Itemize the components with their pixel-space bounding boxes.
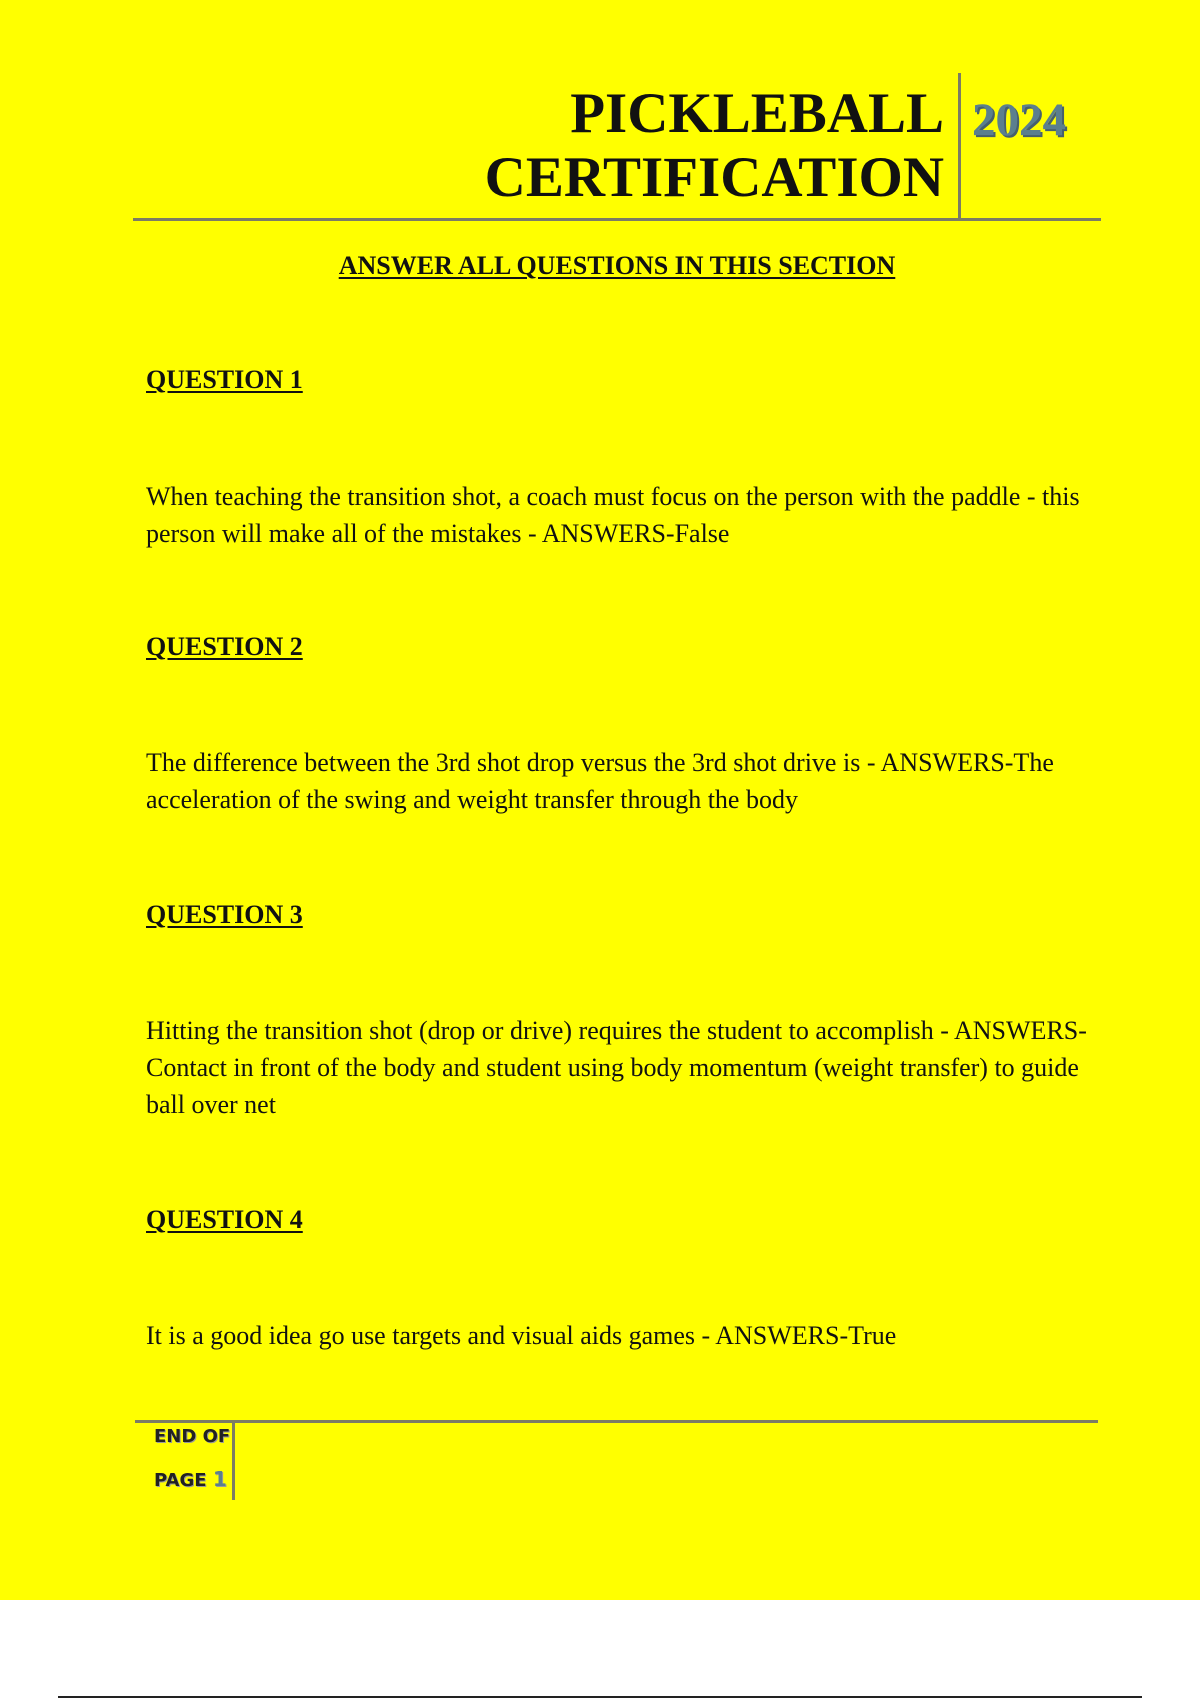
question-1-title: QUESTION 1 <box>146 365 303 394</box>
question-4-text: It is a good idea go use targets and visual aids games - ANSWERS-True <box>146 1321 897 1350</box>
footer-divider-vertical <box>232 1422 235 1500</box>
title-line-2: CERTIFICATION <box>484 146 944 209</box>
question-3-title: QUESTION 3 <box>146 900 303 929</box>
bottom-rule <box>58 1696 1142 1698</box>
footer-divider-horizontal <box>135 1420 1098 1423</box>
question-2-text: The difference between the 3rd shot drop versus the 3rd shot drive is - ANSWERS-The acceleration of the swing and weight transfer through the body <box>146 748 1054 814</box>
question-2-title: QUESTION 2 <box>146 632 303 661</box>
footer-page <box>154 1468 227 1492</box>
footer-end-of: END OF <box>154 1426 231 1447</box>
footer-page-label: PAGE <box>154 1470 207 1491</box>
document-title <box>485 82 944 210</box>
title-line-1: PICKLEBALL <box>570 82 944 145</box>
header-year: 2024 <box>972 94 1066 146</box>
header-divider-horizontal <box>133 218 1101 221</box>
section-heading: ANSWER ALL QUESTIONS IN THIS SECTION <box>338 251 896 280</box>
question-1-text: When teaching the transition shot, a coach must focus on the person with the paddle - this person will make all of the mistakes - ANSWERS-False <box>146 482 1080 548</box>
header-divider-vertical <box>958 73 961 219</box>
footer-page-number: 1 <box>212 1467 227 1491</box>
question-4-title: QUESTION 4 <box>146 1205 303 1234</box>
question-3-text: Hitting the transition shot (drop or drive) requires the student to accomplish - ANSWERS-Contact in front of the body and student using body momentum (weight transfer) to guide ball over net <box>146 1016 1087 1119</box>
